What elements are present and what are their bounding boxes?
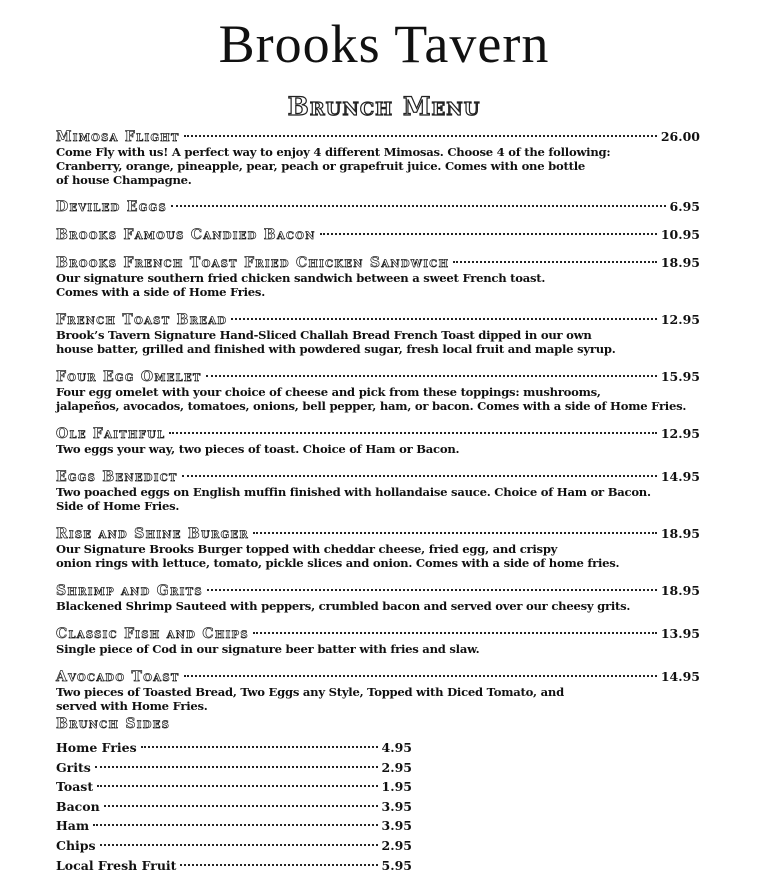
dot-leader	[231, 318, 657, 320]
menu-item	[56, 625, 700, 656]
side-item-name: Home Fries	[56, 740, 137, 755]
menu-item	[56, 668, 700, 713]
menu-item-price: 12.95	[660, 312, 700, 327]
menu-item-description: Come Fly with us! A perfect way to enjoy 4 different Mimosas. Choose 4 of the following: Cranberry, orange, pineapple, pear, peach or grapefruit juice. Comes with one bottle of house Champagne.	[56, 145, 611, 187]
dot-leader	[141, 746, 378, 748]
side-item	[56, 836, 412, 856]
menu-item-name: French Toast Bread	[56, 312, 228, 328]
menu-item-price: 14.95	[660, 469, 700, 484]
side-item-price: 2.95	[381, 759, 412, 775]
menu-item-price: 18.95	[660, 255, 700, 270]
menu-item	[56, 128, 700, 187]
menu-item-description: Single piece of Cod in our signature beer batter with fries and slaw.	[56, 642, 480, 656]
menu-item-name: Classic Fish and Chips	[56, 626, 249, 642]
menu-item-name: Brooks French Toast Fried Chicken Sandwich	[56, 255, 450, 271]
menu-item-name: Ole Faithful	[56, 426, 166, 442]
sides-heading: Brunch Sides	[56, 716, 171, 732]
dot-leader	[171, 205, 666, 207]
menu-item-description: Two pieces of Toasted Bread, Two Eggs any Style, Topped with Diced Tomato, and served with Home Fries.	[56, 685, 564, 713]
menu-item-name: Eggs Benedict	[56, 469, 178, 485]
menu-item-description: Two eggs your way, two pieces of toast. Choice of Ham or Bacon.	[56, 442, 460, 456]
dot-leader	[182, 475, 657, 477]
menu-item-name: Four Egg Omelet	[56, 369, 202, 385]
menu-subtitle: Brunch Menu	[287, 92, 481, 121]
brunch-items-list	[56, 128, 700, 713]
dot-leader	[253, 632, 657, 634]
side-item-name: Grits	[56, 759, 91, 775]
side-item-price: 2.95	[381, 837, 412, 853]
menu-item-name: Brooks Famous Candied Bacon	[56, 227, 316, 243]
side-item-price: 3.95	[381, 798, 412, 814]
dot-leader	[180, 864, 377, 866]
side-item	[56, 738, 412, 758]
menu-item-price: 12.95	[660, 426, 700, 441]
side-item	[56, 856, 412, 876]
side-item-price: 5.95	[381, 857, 412, 873]
menu-item-description: Our signature southern fried chicken sandwich between a sweet French toast. Comes with a side of Home Fries.	[56, 271, 546, 299]
side-item-price: 3.95	[381, 818, 412, 834]
side-item	[56, 758, 412, 778]
dot-leader	[100, 844, 378, 846]
dot-leader	[97, 785, 377, 787]
side-item	[56, 816, 412, 836]
menu-item-description: Brook’s Tavern Signature Hand-Sliced Challah Bread French Toast dipped in our own house batter, grilled and finished with powdered sugar, fresh local fruit and maple syrup.	[56, 328, 616, 356]
menu-item-price: 14.95	[660, 669, 700, 684]
side-item-name: Toast	[56, 779, 94, 795]
side-item-name: Ham	[56, 818, 90, 834]
menu-item-price: 10.95	[660, 227, 700, 242]
restaurant-title: Brooks Tavern	[218, 14, 550, 74]
dot-leader	[93, 824, 377, 826]
menu-item-price: 18.95	[660, 526, 700, 541]
dot-leader	[169, 432, 656, 434]
menu-item-description: Our Signature Brooks Burger topped with cheddar cheese, fried egg, and crispy onion rings with lettuce, tomato, pickle slices and onion. Comes with a side of home fries.	[56, 542, 620, 570]
menu-item	[56, 254, 700, 299]
menu-item	[56, 311, 700, 356]
dot-leader	[253, 532, 657, 534]
side-item-name: Chips	[56, 837, 96, 853]
menu-item	[56, 425, 700, 456]
side-item-price: 1.95	[381, 779, 412, 795]
side-item-price: 4.95	[381, 740, 412, 755]
menu-item-name: Deviled Eggs	[56, 199, 167, 215]
menu-item-name: Shrimp and Grits	[56, 583, 203, 599]
menu-item-price: 26.00	[660, 129, 700, 144]
menu-item-name: Mimosa Flight	[56, 129, 180, 145]
menu-item-price: 13.95	[660, 626, 700, 641]
dot-leader	[207, 589, 657, 591]
dot-leader	[95, 766, 378, 768]
dot-leader	[206, 375, 657, 377]
menu-item	[56, 468, 700, 513]
menu-item-description: Blackened Shrimp Sauteed with peppers, crumbled bacon and served over our cheesy grits.	[56, 599, 631, 613]
menu-item-description: Four egg omelet with your choice of cheese and pick from these toppings: mushrooms, jalapeños, avocados, tomatoes, onions, bell pepper, ham, or bacon. Comes with a side of Home Fries.	[56, 385, 687, 413]
menu-item-price: 18.95	[660, 583, 700, 598]
menu-item	[56, 368, 700, 413]
dot-leader	[320, 233, 657, 235]
menu-item-description: Two poached eggs on English muffin finished with hollandaise sauce. Choice of Ham or Bacon. Side of Home Fries.	[56, 485, 651, 513]
dot-leader	[104, 805, 378, 807]
menu-item-name: Rise and Shine Burger	[56, 526, 249, 542]
side-item	[56, 777, 412, 797]
side-item-name: Local Fresh Fruit	[56, 857, 177, 873]
sides-list	[56, 738, 412, 875]
menu-item-name: Avocado Toast	[56, 669, 180, 685]
menu-item-price: 6.95	[669, 199, 700, 214]
menu-item	[56, 582, 700, 613]
menu-item	[56, 525, 700, 570]
side-item	[56, 797, 412, 817]
menu-item	[56, 198, 700, 215]
side-item-name: Bacon	[56, 798, 100, 814]
dot-leader	[453, 261, 657, 263]
menu-item-price: 15.95	[660, 369, 700, 384]
dot-leader	[184, 675, 657, 677]
dot-leader	[184, 135, 657, 137]
menu-item	[56, 226, 700, 243]
